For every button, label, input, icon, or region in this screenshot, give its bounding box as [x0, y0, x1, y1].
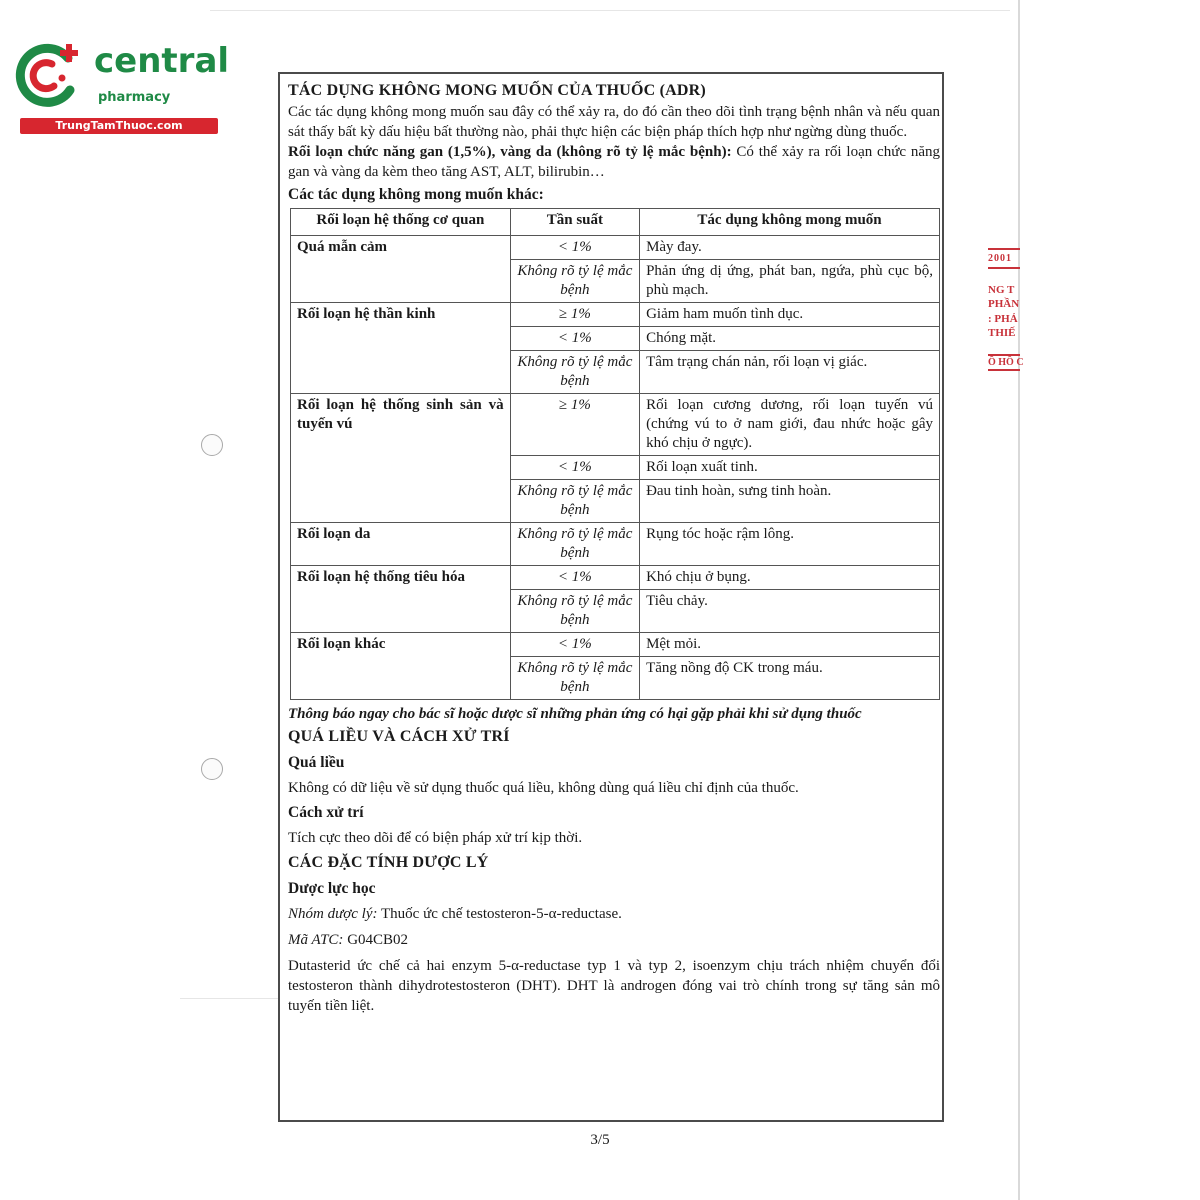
frequency-cell: ≥ 1%	[510, 394, 639, 456]
pharmacy-cross-icon	[12, 40, 84, 112]
logo-sub-text: pharmacy	[98, 90, 171, 105]
atc-value: G04CB02	[343, 932, 409, 948]
table-row	[291, 303, 940, 327]
stamp-line: NG T	[988, 284, 1015, 296]
effect-cell: Tiêu chảy.	[640, 590, 940, 633]
organ-cell: Rối loạn hệ thống tiêu hóa	[291, 566, 511, 633]
pharmacological-group	[288, 904, 940, 924]
frequency-cell: < 1%	[510, 633, 639, 657]
table-row	[291, 633, 940, 657]
document-content	[288, 80, 940, 1016]
frequency-cell: < 1%	[510, 236, 639, 260]
organ-cell: Rối loạn da	[291, 523, 511, 566]
organ-cell: Rối loạn hệ thần kinh	[291, 303, 511, 394]
frequency-cell: Không rõ tỷ lệ mắc bệnh	[510, 351, 639, 394]
effect-cell: Rối loạn xuất tinh.	[640, 456, 940, 480]
effect-cell: Phản ứng dị ứng, phát ban, ngứa, phù cục bộ, phù mạch.	[640, 260, 940, 303]
effect-cell: Giảm ham muốn tình dục.	[640, 303, 940, 327]
effect-cell: Khó chịu ở bụng.	[640, 566, 940, 590]
page-total: /5	[597, 1132, 610, 1148]
organ-cell: Rối loạn khác	[291, 633, 511, 700]
header-organ: Rối loạn hệ thống cơ quan	[291, 209, 511, 236]
stamp-line: Ồ HỒ C	[988, 354, 1020, 371]
page-current: 3	[590, 1132, 598, 1148]
overdose-text: Không có dữ liệu về sử dụng thuốc quá liều, không dùng quá liều chỉ định của thuốc.	[288, 780, 799, 796]
effect-cell: Mày đay.	[640, 236, 940, 260]
mechanism-text: Dutasterid ức chế cả hai enzym 5-α-reductase typ 1 và typ 2, isoenzym chịu trách nhiệm chuyển đổi testosteron thành dihydrotestosteron (DHT). DHT là androgen đóng vai trò chính trong sự tăng sản mô tuyến tiền liệt.	[288, 958, 940, 1014]
group-value: Thuốc ức chế testosteron-5-α-reductase.	[377, 906, 622, 922]
liver-paragraph	[288, 142, 940, 182]
atc-label: Mã ATC:	[288, 932, 344, 948]
effect-cell: Mệt mỏi.	[640, 633, 940, 657]
effect-cell: Tâm trạng chán nản, rối loạn vị giác.	[640, 351, 940, 394]
adr-notice: Thông báo ngay cho bác sĩ hoặc dược sĩ những phản ứng có hại gặp phải khi sử dụng thuốc	[288, 706, 862, 722]
liver-text: Có thể xảy ra rối loạn chức năng gan và vàng da kèm theo tăng AST, ALT, bilirubin…	[288, 144, 941, 180]
page-number	[0, 1132, 1200, 1149]
atc-code	[288, 930, 940, 950]
table-header-row	[291, 209, 940, 236]
frequency-cell: < 1%	[510, 456, 639, 480]
stamp-line: THIẾ	[988, 326, 1016, 339]
frequency-cell: < 1%	[510, 327, 639, 351]
overdose-subheading: Quá liều	[288, 754, 345, 771]
frequency-cell: Không rõ tỷ lệ mắc bệnh	[510, 260, 639, 303]
header-frequency: Tần suất	[510, 209, 639, 236]
red-stamp	[988, 248, 1024, 396]
stamp-line: : PHẢ	[988, 312, 1018, 325]
effect-cell: Rụng tóc hoặc rậm lông.	[640, 523, 940, 566]
table-row	[291, 566, 940, 590]
logo-brand-text: central	[94, 41, 230, 81]
frequency-cell: ≥ 1%	[510, 303, 639, 327]
pharmacodynamics-subheading: Dược lực học	[288, 880, 376, 897]
organ-cell: Rối loạn hệ thống sinh sản và tuyến vú	[291, 394, 511, 523]
punch-hole-bottom	[201, 758, 223, 780]
table-row	[291, 236, 940, 260]
document-page	[278, 72, 944, 1122]
organ-cell: Quá mẫn cảm	[291, 236, 511, 303]
frequency-cell: Không rõ tỷ lệ mắc bệnh	[510, 657, 639, 700]
scan-artifact-line	[210, 10, 1010, 11]
effect-cell: Rối loạn cương dương, rối loạn tuyến vú (chứng vú to ở nam giới, đau nhức hoặc gây khó chịu ở ngực).	[640, 394, 940, 456]
table-row	[291, 523, 940, 566]
scan-artifact-line	[180, 998, 278, 999]
effect-cell: Đau tinh hoàn, sưng tinh hoàn.	[640, 480, 940, 523]
stamp-line: PHẦN	[988, 298, 1020, 311]
other-effects-heading: Các tác dụng không mong muốn khác:	[288, 186, 544, 203]
adr-table	[290, 208, 940, 700]
table-row	[291, 394, 940, 456]
frequency-cell: Không rõ tỷ lệ mắc bệnh	[510, 523, 639, 566]
central-pharmacy-logo[interactable]	[8, 36, 230, 136]
punch-hole-top	[201, 434, 223, 456]
header-effect: Tác dụng không mong muốn	[640, 209, 940, 236]
adr-title: TÁC DỤNG KHÔNG MONG MUỐN CỦA THUỐC (ADR)	[288, 82, 706, 99]
effect-cell: Tăng nồng độ CK trong máu.	[640, 657, 940, 700]
liver-bold-label: Rối loạn chức năng gan (1,5%), vàng da (không rõ tỷ lệ mắc bệnh):	[288, 144, 732, 160]
treatment-subheading: Cách xử trí	[288, 804, 364, 821]
overdose-title: QUÁ LIỀU VÀ CÁCH XỬ TRÍ	[288, 728, 510, 745]
logo-url-badge[interactable]: TrungTamThuoc.com	[20, 118, 218, 134]
effect-cell: Chóng mặt.	[640, 327, 940, 351]
adr-intro: Các tác dụng không mong muốn sau đây có thể xảy ra, do đó cần theo dõi tình trạng bệnh nhân và nếu quan sát thấy bất kỳ dấu hiệu bất thường nào, phải thực hiện các biện pháp thích hợp như ngừng dùng thuốc.	[288, 104, 940, 140]
group-label: Nhóm dược lý:	[288, 906, 378, 922]
frequency-cell: Không rõ tỷ lệ mắc bệnh	[510, 590, 639, 633]
page-right-edge	[1018, 0, 1020, 1200]
frequency-cell: < 1%	[510, 566, 639, 590]
treatment-text: Tích cực theo dõi để có biện pháp xử trí kịp thời.	[288, 830, 583, 846]
pharmacology-title: CÁC ĐẶC TÍNH DƯỢC LÝ	[288, 854, 489, 871]
frequency-cell: Không rõ tỷ lệ mắc bệnh	[510, 480, 639, 523]
stamp-line: 2001	[988, 248, 1020, 269]
